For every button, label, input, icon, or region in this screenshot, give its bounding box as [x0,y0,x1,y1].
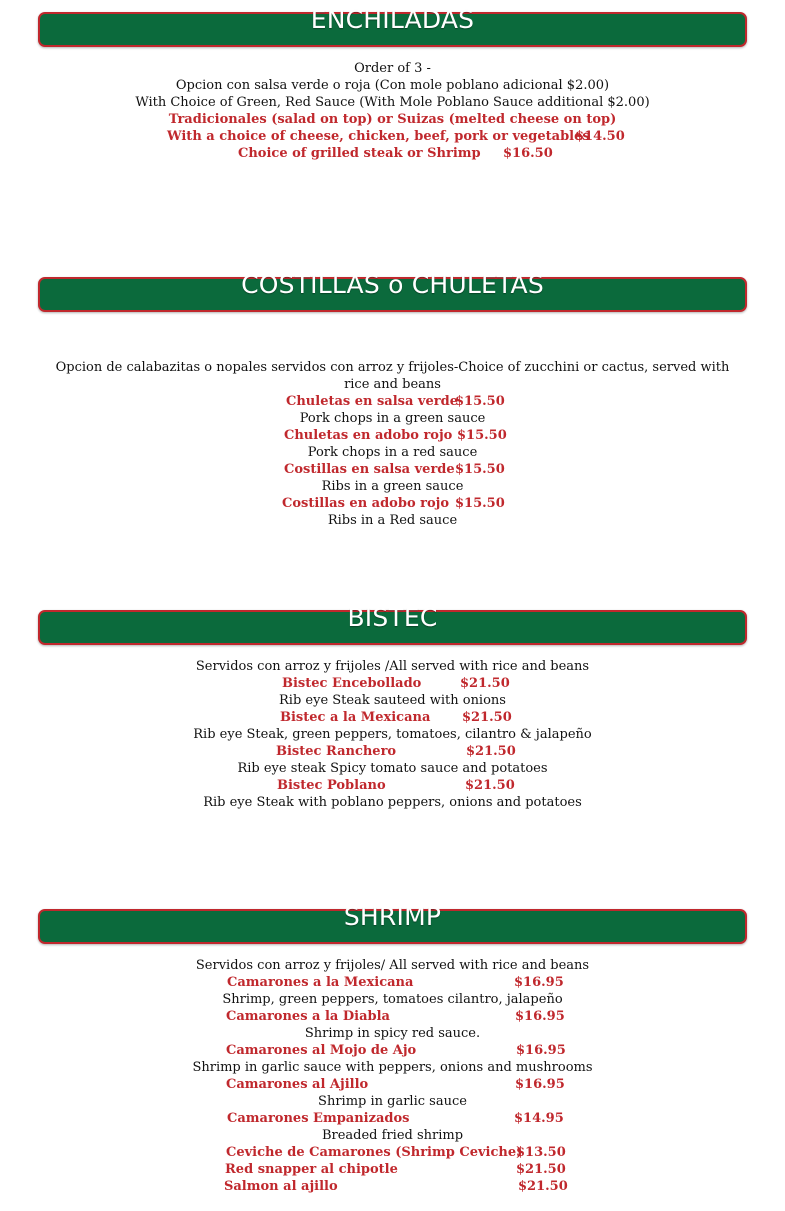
enchiladas-style-note: Tradicionales (salad on top) or Suizas (melted cheese on top) [168,112,617,127]
bistec-header-bar [38,603,747,645]
costillas-item-price: $15.50 [455,462,505,477]
costillas-item-name: Costillas en salsa verde [284,462,455,477]
enchiladas-item-price: $14.50 [575,129,625,144]
shrimp-item-name: Red snapper al chipotle [225,1162,398,1177]
enchiladas-item-name: With a choice of cheese, chicken, beef, pork or vegetables [167,129,590,144]
shrimp-item-price: $21.50 [516,1162,566,1177]
shrimp-item-name: Camarones al Mojo de Ajo [226,1043,417,1058]
shrimp-item-name: Salmon al ajillo [224,1179,338,1194]
costillas-item-name: Costillas en adobo rojo [282,496,450,511]
shrimp-item-price: $21.50 [518,1179,568,1194]
costillas-intro-cont: rice and beans [344,377,441,392]
bistec-item-name: Bistec Encebollado [282,676,422,691]
shrimp-header-bar [38,902,747,944]
bistec-item-price: $21.50 [466,744,516,759]
bistec-item-price: $21.50 [460,676,510,691]
costillas-intro: Opcion de calabazitas o nopales servidos con arroz y frijoles-Choice of zucchini or cactus, served with [55,360,730,375]
costillas-item-desc: Ribs in a green sauce [321,479,464,494]
shrimp-item-desc: Breaded fried shrimp [321,1128,464,1143]
shrimp-item-desc: Shrimp, green peppers, tomatoes cilantro, jalapeño [222,992,563,1007]
bistec-intro: Servidos con arroz y frijoles /All served with rice and beans [195,659,590,674]
shrimp-intro: Servidos con arroz y frijoles/ All served with rice and beans [195,958,590,973]
bistec-item-desc: Rib eye Steak, green peppers, tomatoes, cilantro & jalapeño [193,727,592,742]
shrimp-item-name: Camarones a la Mexicana [227,975,414,990]
enchiladas-item-name: Choice of grilled steak or Shrimp [238,146,481,161]
shrimp-item-name: Camarones a la Diabla [226,1009,390,1024]
enchiladas-spanish-note: Opcion con salsa verde o roja (Con mole poblano adicional $2.00) [175,78,610,93]
bistec-item-desc: Rib eye steak Spicy tomato sauce and potatoes [237,761,548,776]
bistec-item-price: $21.50 [465,778,515,793]
shrimp-title: SHRIMP [343,902,442,931]
bistec-item-desc: Rib eye Steak sauteed with onions [279,693,506,708]
enchiladas-header-bar [38,5,747,47]
shrimp-item-price: $16.95 [516,1043,566,1058]
bistec-item-price: $21.50 [462,710,512,725]
bistec-item-desc: Rib eye Steak with poblano peppers, onions and potatoes [203,795,582,810]
costillas-item-desc: Pork chops in a red sauce [307,445,478,460]
costillas-item-name: Chuletas en salsa verde [286,394,458,409]
shrimp-item-name: Ceviche de Camarones (Shrimp Ceviche) [226,1145,523,1160]
enchiladas-title: ENCHILADAS [310,5,475,34]
enchiladas-item-price: $16.50 [503,146,553,161]
enchiladas-english-note: With Choice of Green, Red Sauce (With Mole Poblano Sauce additional $2.00) [135,95,650,110]
costillas-item-price: $15.50 [455,496,505,511]
costillas-item-price: $15.50 [455,394,505,409]
shrimp-item-desc: Shrimp in spicy red sauce. [304,1026,481,1041]
shrimp-item-price: $16.95 [514,975,564,990]
bistec-item-name: Bistec Ranchero [276,744,397,759]
shrimp-item-price: $16.95 [515,1009,565,1024]
shrimp-item-name: Camarones Empanizados [227,1111,410,1126]
costillas-item-desc: Pork chops in a green sauce [299,411,486,426]
bistec-title: BISTEC [347,603,438,632]
costillas-title: COSTILLAS o CHULETAS [241,270,544,299]
shrimp-item-desc: Shrimp in garlic sauce [318,1094,467,1109]
costillas-header-bar [38,270,747,312]
bistec-item-name: Bistec Poblano [277,778,386,793]
shrimp-item-price: $14.95 [514,1111,564,1126]
costillas-item-desc: Ribs in a Red sauce [327,513,458,528]
shrimp-item-desc: Shrimp in garlic sauce with peppers, onions and mushrooms [192,1060,593,1075]
enchiladas-order-note: Order of 3 - [354,61,431,76]
bistec-item-name: Bistec a la Mexicana [280,710,431,725]
shrimp-item-price: $16.95 [515,1077,565,1092]
costillas-item-price: $15.50 [457,428,507,443]
shrimp-item-name: Camarones al Ajillo [226,1077,369,1092]
shrimp-item-price: $13.50 [516,1145,566,1160]
costillas-item-name: Chuletas en adobo rojo [284,428,453,443]
